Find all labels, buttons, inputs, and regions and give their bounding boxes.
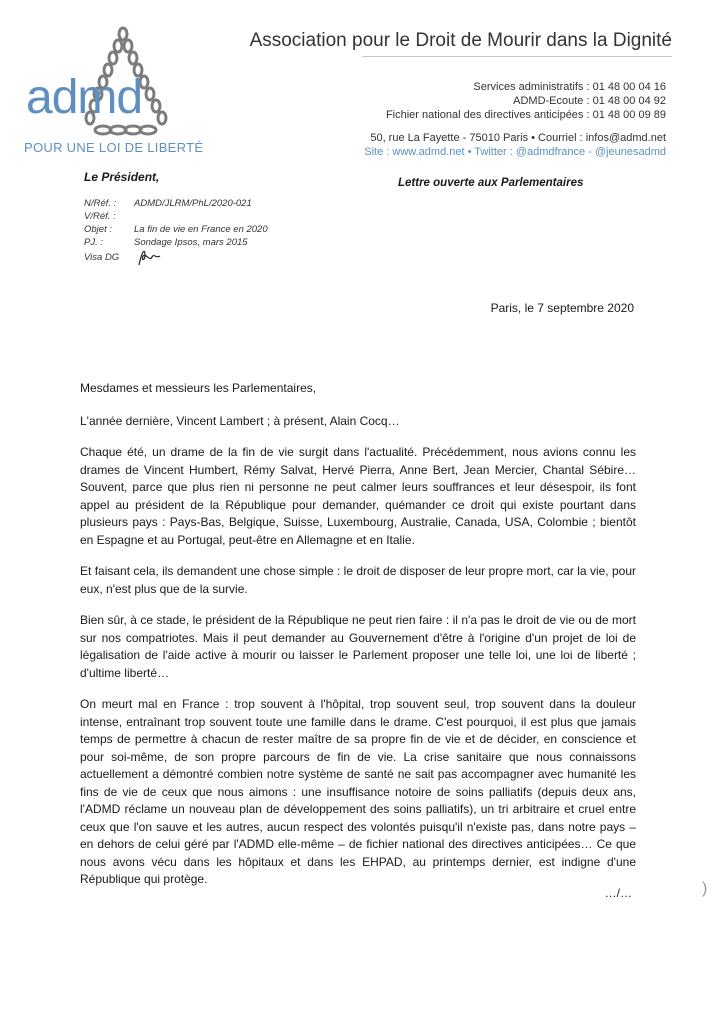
contact-services: Services administratifs : 01 48 00 04 16: [473, 81, 666, 93]
continued-marker: …/…: [604, 886, 632, 900]
organization-name: Association pour le Droit de Mourir dans la Dignité: [249, 30, 672, 51]
ref-label: PJ. :: [84, 237, 104, 248]
contact-site: Site : www.admd.net • Twitter : @admdfrance - @jeunesadmd: [364, 146, 666, 158]
paragraph: Bien sûr, à ce stade, le président de la République ne peut rien faire : il n'a pas le droit de vie ou de mort sur nos compatriotes. Mais il peut demander au Gouvernement d'être à l'origine d'un projet de loi de légalisation de l'aide active à mourir ou laisser le Parlement proposer une telle loi, une loi de liberté ; d'ultime liberté…: [80, 613, 636, 680]
ref-value: Sondage Ipsos, mars 2015: [134, 237, 248, 248]
ref-objet: [84, 224, 268, 236]
paragraph: Et faisant cela, ils demandent une chose simple : le droit de disposer de leur propre mort, car la vie, pour eux, n'est plus que de la survie.: [80, 564, 636, 596]
ref-label: V/Réf. :: [84, 211, 116, 222]
contact-address: 50, rue La Fayette - 75010 Paris • Courriel : infos@admd.net: [370, 132, 666, 144]
contact-fichier: Fichier national des directives anticipées : 01 48 00 09 89: [385, 109, 666, 121]
ref-label: N/Réf. :: [84, 198, 117, 209]
logo-slogan: POUR UNE LOI DE LIBERTÉ: [24, 140, 204, 155]
ref-label: Objet :: [84, 224, 112, 235]
contact-ecoute: ADMD-Ecoute : 01 48 00 04 92: [513, 95, 666, 107]
letter-title: Lettre ouverte aux Parlementaires: [398, 177, 584, 189]
president-label: Le Président,: [84, 170, 160, 184]
margin-bracket-icon: ): [702, 880, 708, 897]
ref-nref: [84, 198, 252, 210]
paragraph: L'année dernière, Vincent Lambert ; à présent, Alain Cocq…: [80, 413, 400, 428]
letter-date: Paris, le 7 septembre 2020: [490, 301, 634, 315]
header-divider: [362, 56, 672, 57]
ref-value: La fin de vie en France en 2020: [134, 224, 268, 235]
ref-vref: [84, 211, 134, 223]
salutation: Mesdames et messieurs les Parlementaires,: [80, 381, 317, 395]
logo-text: admd: [26, 71, 143, 124]
paragraph: Chaque été, un drame de la fin de vie surgit dans l'actualité. Précédemment, nous avions connu les drames de Vincent Humbert, Rémy Salvat, Hervé Pierra, Anne Bert, Jean Mercier, Chantal Sébire… Souvent, parce que plus rien ni personne ne peut calmer leurs souffrances et leur désespoir, ils font appel au président de la République pour demander, quémander ce droit qui existe pourtant dans plusieurs pays : Pays-Bas, Belgique, Suisse, Luxembourg, Australie, Canada, USA, Colombie ; bientôt en Espagne et au Portugal, peut-être en Allemagne et en Italie.: [80, 445, 636, 547]
ref-pj: [84, 237, 248, 249]
ref-label: Visa DG: [84, 252, 120, 263]
ref-visa: [84, 252, 134, 264]
paragraph: On meurt mal en France : trop souvent à l'hôpital, trop souvent seul, trop souvent dans la douleur intense, entraînant trop souvent toute une famille dans le drame. C'est pourquoi, il est plus que jamais temps de permettre à chacun de rester maître de sa propre fin de vie et de décider, en conscience et pour soi-même, de son propre parcours de fin de vie. La crise sanitaire que nous connaissons actuellement a démontré combien notre système de santé ne sait pas accompagner avec humanité les fins de vie de ceux que nous aimons : une insuffisance notoire de soins palliatifs (depuis deux ans, l'ADMD réclame un nouveau plan de développement des soins palliatifs), un tri arbitraire et cruel entre ceux que l'on sauve et les autres, aucun respect des volontés puisqu'il n'existe pas, dans notre pays – en dehors de celui géré par l'ADMD elle-même – de fichier national des directives anticipées… Ce que nous avons vécu dans les hôpitaux et dans les EHPAD, au printemps dernier, est indigne d'une République qui protège.: [80, 697, 636, 886]
signature-icon: [136, 247, 162, 267]
letter-body: [80, 380, 636, 903]
ref-value: ADMD/JLRM/PhL/2020-021: [134, 198, 252, 209]
